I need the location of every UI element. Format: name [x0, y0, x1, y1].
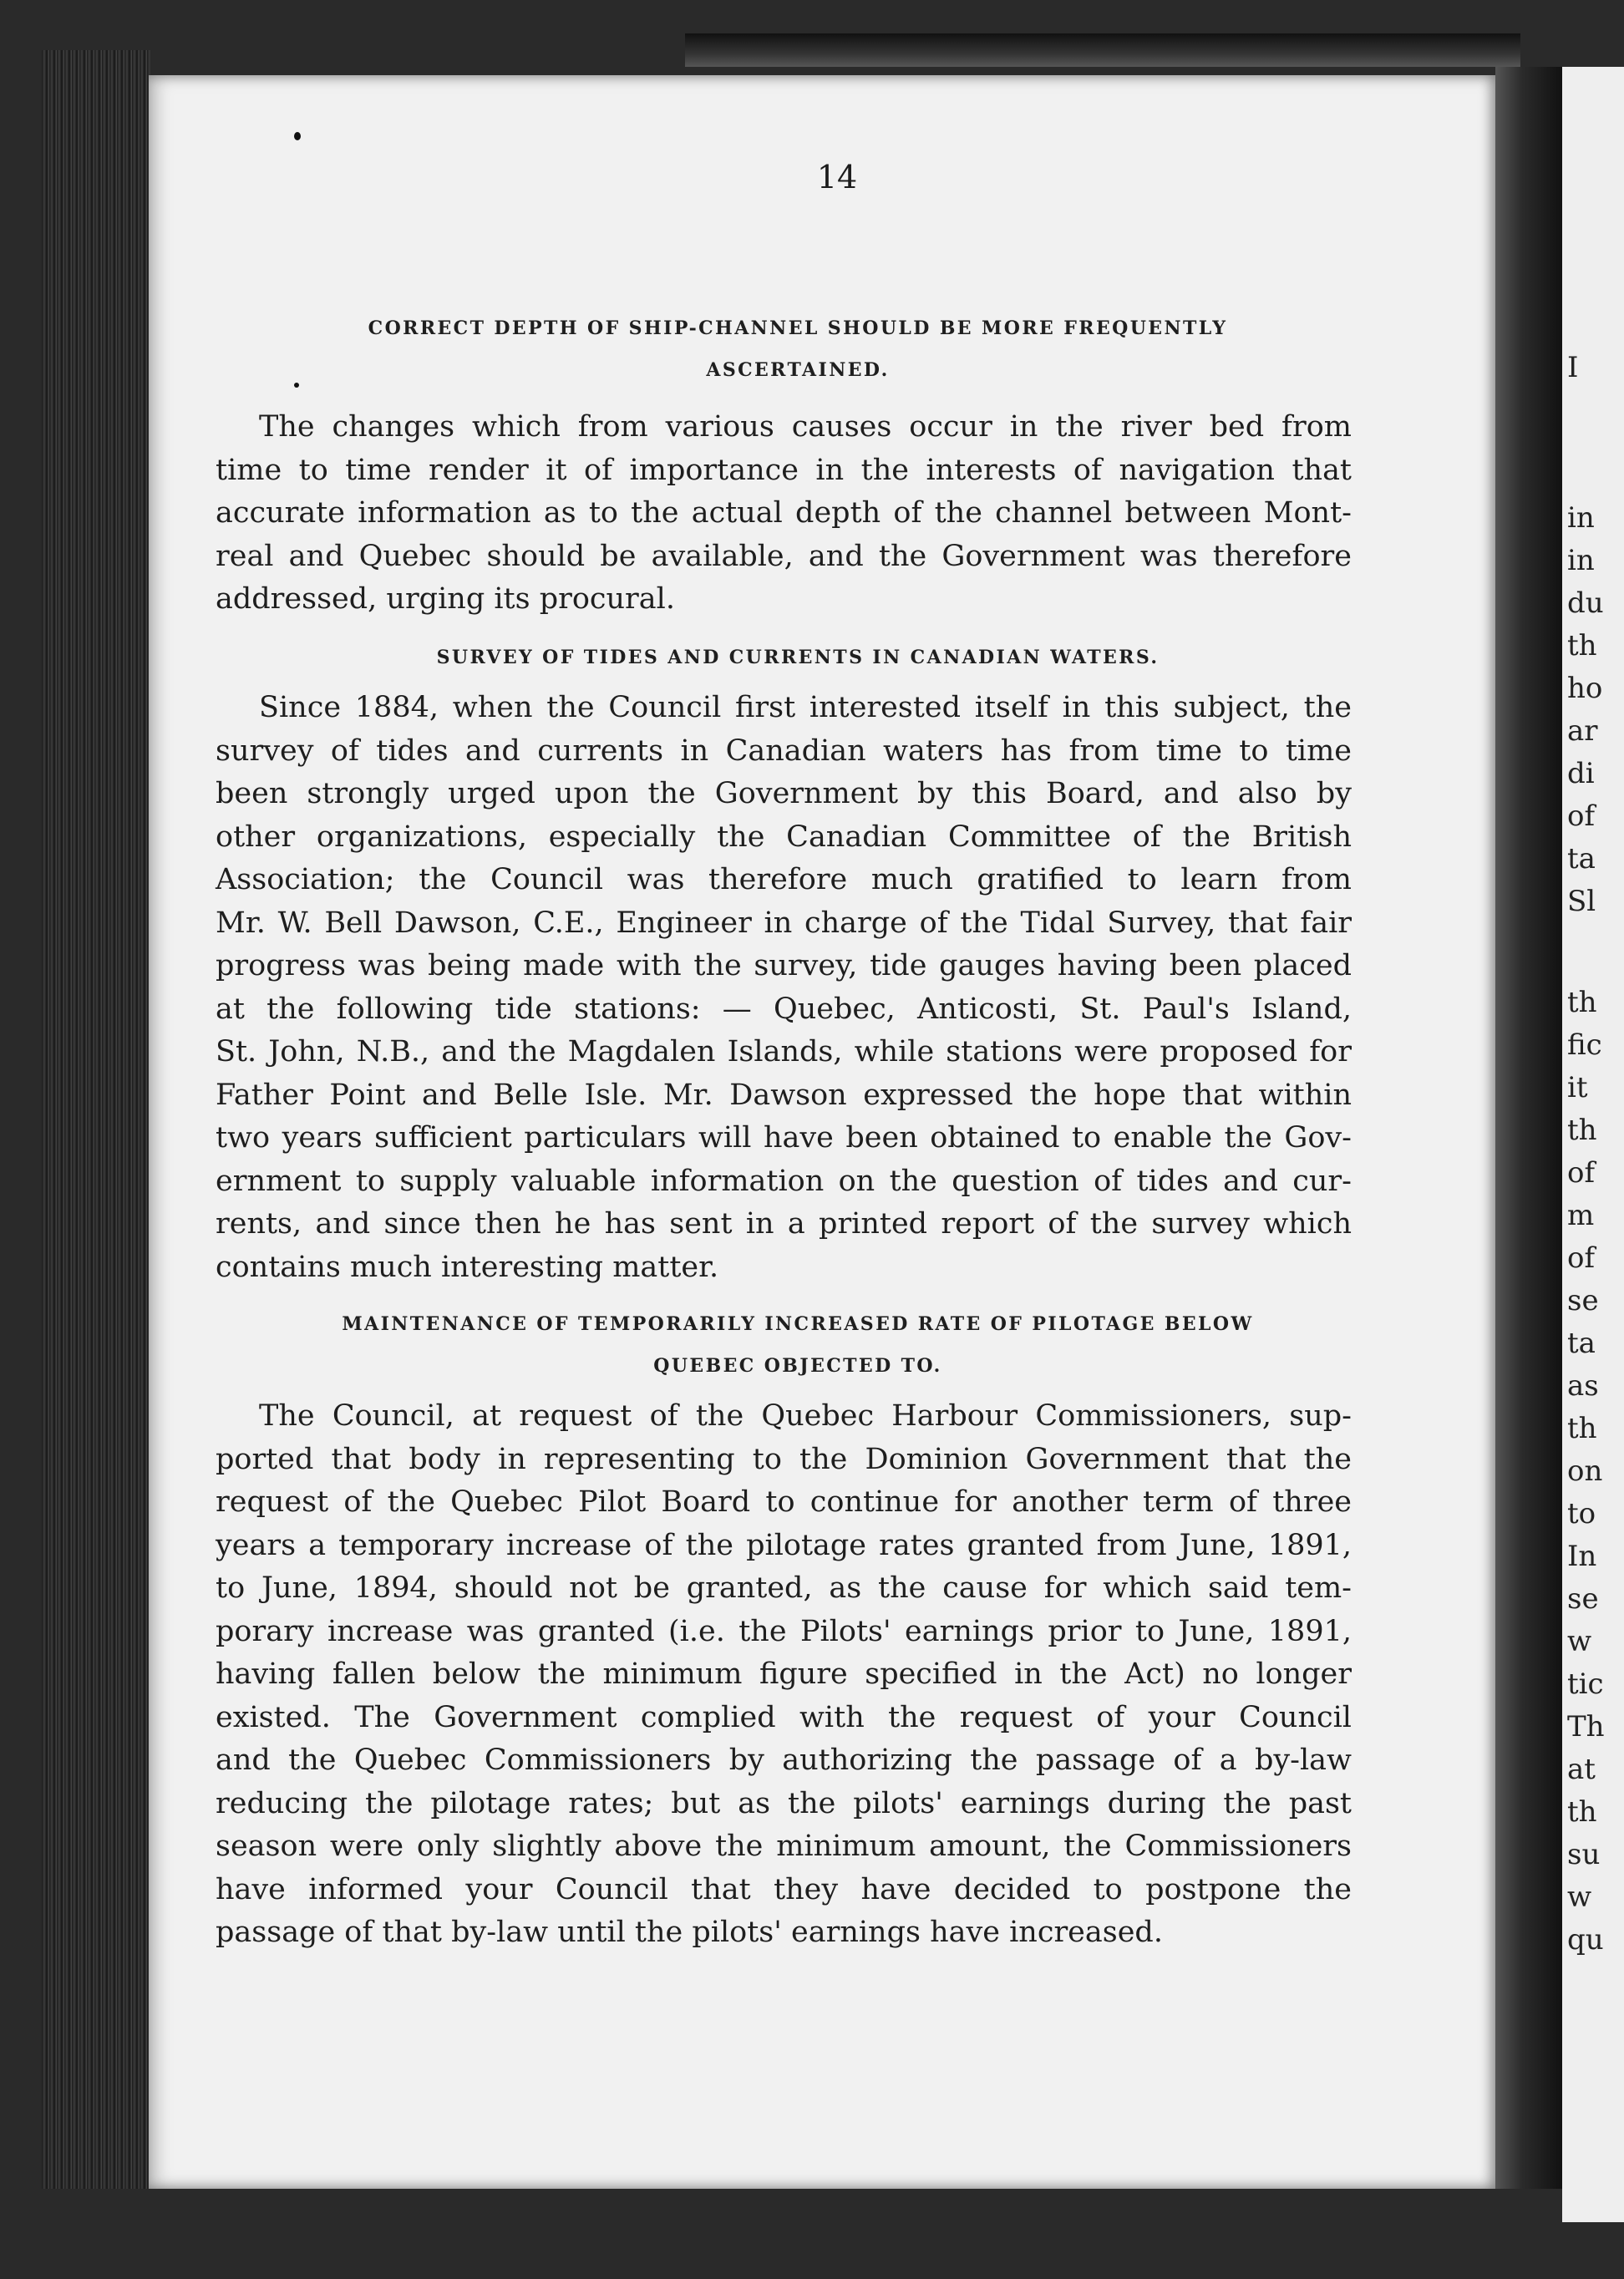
text-line: season were only slightly above the minimum amount, the Commissioners: [216, 1830, 1352, 1863]
facing-page-text: to: [1567, 1497, 1596, 1530]
text-line: rents, and since then he has sent in a printed report of the survey which: [216, 1207, 1352, 1241]
facing-page-text: th: [1567, 629, 1597, 662]
facing-page-text: w: [1567, 1881, 1592, 1914]
text-line: time to time render it of importance in the interests of navigation that: [216, 453, 1352, 487]
text-line: accurate information as to the actual depth of the channel between Mont-: [216, 496, 1352, 530]
text-line: request of the Quebec Pilot Board to continue for another term of three: [216, 1485, 1352, 1519]
text-line: survey of tides and currents in Canadian waters has from time to time: [216, 733, 1352, 768]
heading-line: MAINTENANCE OF TEMPORARILY INCREASED RATE OF PILOTAGE BELOW: [342, 1313, 1254, 1335]
facing-page-text: tic: [1567, 1667, 1604, 1701]
text-line: have informed your Council that they have decided to postpone the: [216, 1872, 1352, 1906]
ink-speck: [294, 132, 301, 140]
text-line: two years sufficient particulars will have been obtained to enable the Gov-: [216, 1121, 1352, 1155]
paragraph: [216, 687, 1352, 1289]
text-line: reducing the pilotage rates; but as the pilots' earnings during the past: [216, 1786, 1352, 1820]
facing-page-text: se: [1567, 1284, 1599, 1317]
facing-page-text: th: [1567, 1114, 1597, 1147]
paragraph: [216, 406, 1352, 622]
text-line: ernment to supply valuable information on the question of tides and cur-: [216, 1164, 1352, 1198]
section-heading: [242, 637, 1353, 678]
facing-page-text: ta: [1567, 842, 1596, 876]
facing-page-text: Th: [1567, 1710, 1605, 1744]
facing-page-text: of: [1567, 799, 1596, 833]
facing-page-text: th: [1567, 986, 1597, 1019]
text-line: real and Quebec should be available, and the Government was therefore: [216, 539, 1352, 573]
facing-page-text: su: [1567, 1838, 1601, 1871]
facing-page-text: as: [1567, 1369, 1599, 1403]
facing-page-text: ho: [1567, 672, 1603, 705]
heading-line: ASCERTAINED.: [706, 359, 890, 381]
text-line: The Council, at request of the Quebec Harbour Commissioners, sup-: [259, 1399, 1352, 1433]
facing-page-text: Sl: [1567, 885, 1596, 918]
facing-page-fragment: [1562, 67, 1624, 2222]
book-gutter: [1495, 67, 1562, 2189]
facing-page-text: it: [1567, 1071, 1588, 1104]
text-line: existed. The Government complied with the request of your Council: [216, 1700, 1352, 1734]
book-page-edges: [42, 50, 150, 2189]
facing-page-text: qu: [1567, 1923, 1604, 1957]
text-line: contains much interesting matter.: [216, 1250, 719, 1284]
facing-page-text: fic: [1567, 1028, 1602, 1062]
facing-page-text: at: [1567, 1753, 1596, 1786]
facing-page-text: th: [1567, 1795, 1597, 1829]
facing-page-text: se: [1567, 1582, 1599, 1616]
facing-page-text: th: [1567, 1412, 1597, 1445]
text-line: Father Point and Belle Isle. Mr. Dawson expressed the hope that within: [216, 1078, 1352, 1112]
facing-page-text: w: [1567, 1625, 1592, 1658]
text-line: Association; the Council was therefore much gratified to learn from: [216, 863, 1352, 896]
text-line: and the Quebec Commissioners by authorizing the passage of a by-law: [216, 1744, 1352, 1777]
text-line: having fallen below the minimum figure specified in the Act) no longer: [216, 1657, 1352, 1691]
facing-page-text: m: [1567, 1199, 1595, 1232]
text-line: progress was being made with the survey, tide gauges having been placed: [216, 949, 1352, 982]
facing-page-text: ar: [1567, 714, 1598, 748]
book-top-edge: [685, 33, 1520, 67]
heading-line: QUEBEC OBJECTED TO.: [653, 1355, 942, 1377]
facing-page-text: in: [1567, 501, 1595, 535]
facing-page-text: in: [1567, 544, 1595, 577]
text-line: other organizations, especially the Canadian Committee of the British: [216, 820, 1352, 854]
text-line: Since 1884, when the Council first interested itself in this subject, the: [259, 691, 1352, 724]
facing-page-text: di: [1567, 757, 1595, 790]
facing-page-text: In: [1567, 1540, 1597, 1573]
text-line: porary increase was granted (i.e. the Pilots' earnings prior to June, 1891,: [216, 1614, 1352, 1648]
text-line: St. John, N.B., and the Magdalen Islands, while stations were proposed for: [216, 1035, 1352, 1068]
heading-line: CORRECT DEPTH OF SHIP-CHANNEL SHOULD BE MORE FREQUENTLY: [368, 317, 1228, 339]
page-number: 14: [816, 159, 858, 195]
facing-page-text: I: [1567, 351, 1579, 384]
facing-page-text: ta: [1567, 1327, 1596, 1360]
heading-line: SURVEY OF TIDES AND CURRENTS IN CANADIAN WATERS.: [436, 647, 1160, 668]
facing-page-text: of: [1567, 1156, 1596, 1190]
text-line: passage of that by-law until the pilots' earnings have increased.: [216, 1916, 1163, 1949]
facing-page-text: du: [1567, 586, 1604, 620]
text-line: addressed, urging its procural.: [216, 582, 675, 616]
text-line: ported that body in representing to the Dominion Government that the: [216, 1442, 1352, 1476]
text-line: been strongly urged upon the Government by this Board, and also by: [216, 777, 1352, 810]
section-heading: [242, 307, 1353, 391]
paragraph: [216, 1395, 1352, 1955]
text-line: years a temporary increase of the pilotage rates granted from June, 1891,: [216, 1528, 1352, 1562]
section-heading: [242, 1303, 1353, 1387]
facing-page-text: on: [1567, 1454, 1603, 1488]
facing-page-text: of: [1567, 1241, 1596, 1275]
text-line: to June, 1894, should not be granted, as the cause for which said tem-: [216, 1571, 1352, 1605]
text-line: Mr. W. Bell Dawson, C.E., Engineer in charge of the Tidal Survey, that fair: [216, 906, 1352, 940]
text-line: at the following tide stations: — Quebec, Anticosti, St. Paul's Island,: [216, 992, 1352, 1026]
text-line: The changes which from various causes occur in the river bed from: [259, 410, 1352, 444]
